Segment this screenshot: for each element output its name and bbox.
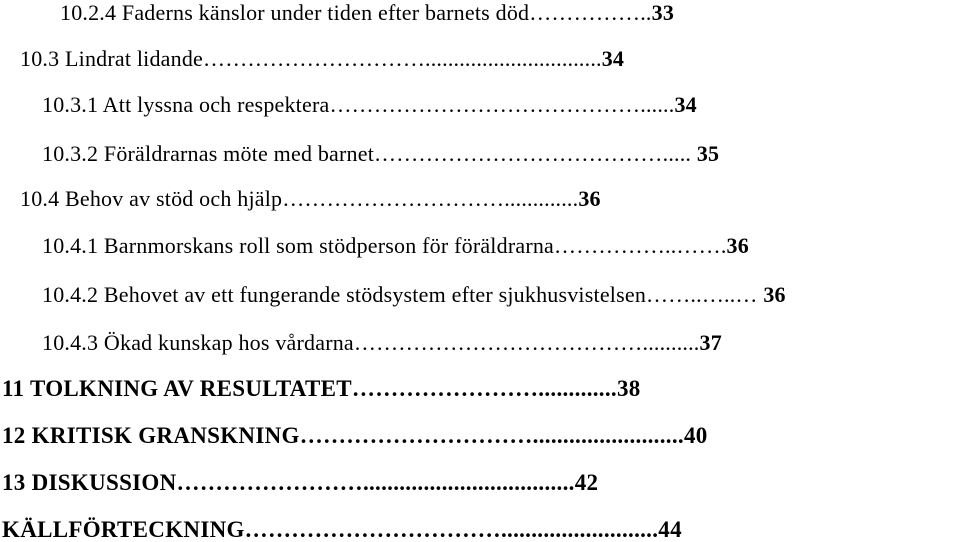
toc-title: 10.3.2 Föräldrarnas möte med barnet — [42, 141, 375, 166]
toc-leader: ……………………................................... — [176, 470, 575, 495]
toc-page-number: 36 — [578, 186, 601, 211]
toc-entry[interactable] — [20, 48, 624, 70]
toc-leader: ……………..……. — [554, 233, 727, 258]
toc-entry[interactable] — [42, 332, 722, 354]
toc-page-number: 34 — [674, 92, 697, 117]
toc-entry[interactable] — [42, 143, 719, 165]
toc-page-number: 36 — [726, 233, 749, 258]
toc-entry[interactable] — [2, 518, 682, 541]
toc-title: 10.4 Behov av stöd och hjälp — [20, 186, 283, 211]
toc-title: 13 DISKUSSION — [2, 470, 177, 495]
toc-page-number: 34 — [601, 46, 625, 71]
toc-title: 12 KRITISK GRANSKNING — [2, 423, 300, 448]
toc-title: 10.3.1 Att lyssna och respektera — [42, 92, 330, 117]
toc-leader: …………………………………..... — [374, 141, 697, 166]
toc-leader: …………………………......................... — [299, 423, 684, 448]
toc-title: 10.2.4 Faderns känslor under tiden efter barnets död — [60, 0, 530, 25]
toc-title: 10.3 Lindrat lidande — [20, 46, 204, 71]
toc-page-number: 35 — [696, 141, 720, 166]
toc-page-number: 44 — [658, 517, 682, 542]
toc-leader: …………….. — [529, 0, 652, 25]
toc-title: 10.4.1 Barnmorskans roll som stödperson för föräldrarna — [42, 233, 555, 258]
toc-leader: ……………………………………...... — [329, 92, 675, 117]
toc-entry[interactable] — [2, 471, 598, 494]
toc-entry[interactable] — [42, 235, 749, 257]
toc-leader: …………………………….......................... — [244, 517, 659, 542]
toc-leader: …………………………............................... — [203, 46, 602, 71]
toc-entry[interactable] — [60, 2, 674, 24]
toc-entry[interactable] — [20, 188, 601, 210]
toc-leader: ……..…..… — [646, 282, 764, 307]
toc-title: 10.4.3 Ökad kunskap hos vårdarna — [42, 330, 354, 355]
toc-entry[interactable] — [42, 94, 697, 116]
toc-title: 10.4.2 Behovet av ett fungerande stödsystem efter sjukhusvistelsen — [42, 282, 647, 307]
toc-entry[interactable] — [2, 424, 708, 447]
toc-leader: ……………………............. — [351, 376, 617, 401]
toc-title: 11 TOLKNING AV RESULTATET — [2, 376, 352, 401]
toc-page-number: 37 — [699, 330, 722, 355]
toc-title: KÄLLFÖRTECKNING — [2, 517, 245, 542]
toc-entry[interactable] — [2, 377, 641, 400]
toc-leader: …………………………............. — [282, 186, 579, 211]
toc-leader: ………………………………….......... — [353, 330, 700, 355]
toc-entry[interactable] — [42, 284, 786, 306]
toc-page-number: 42 — [574, 470, 599, 495]
toc-page-number: 38 — [616, 376, 641, 401]
toc-page-number: 33 — [651, 0, 675, 25]
toc-page-number: 36 — [763, 282, 786, 307]
toc-page-number: 40 — [683, 423, 708, 448]
